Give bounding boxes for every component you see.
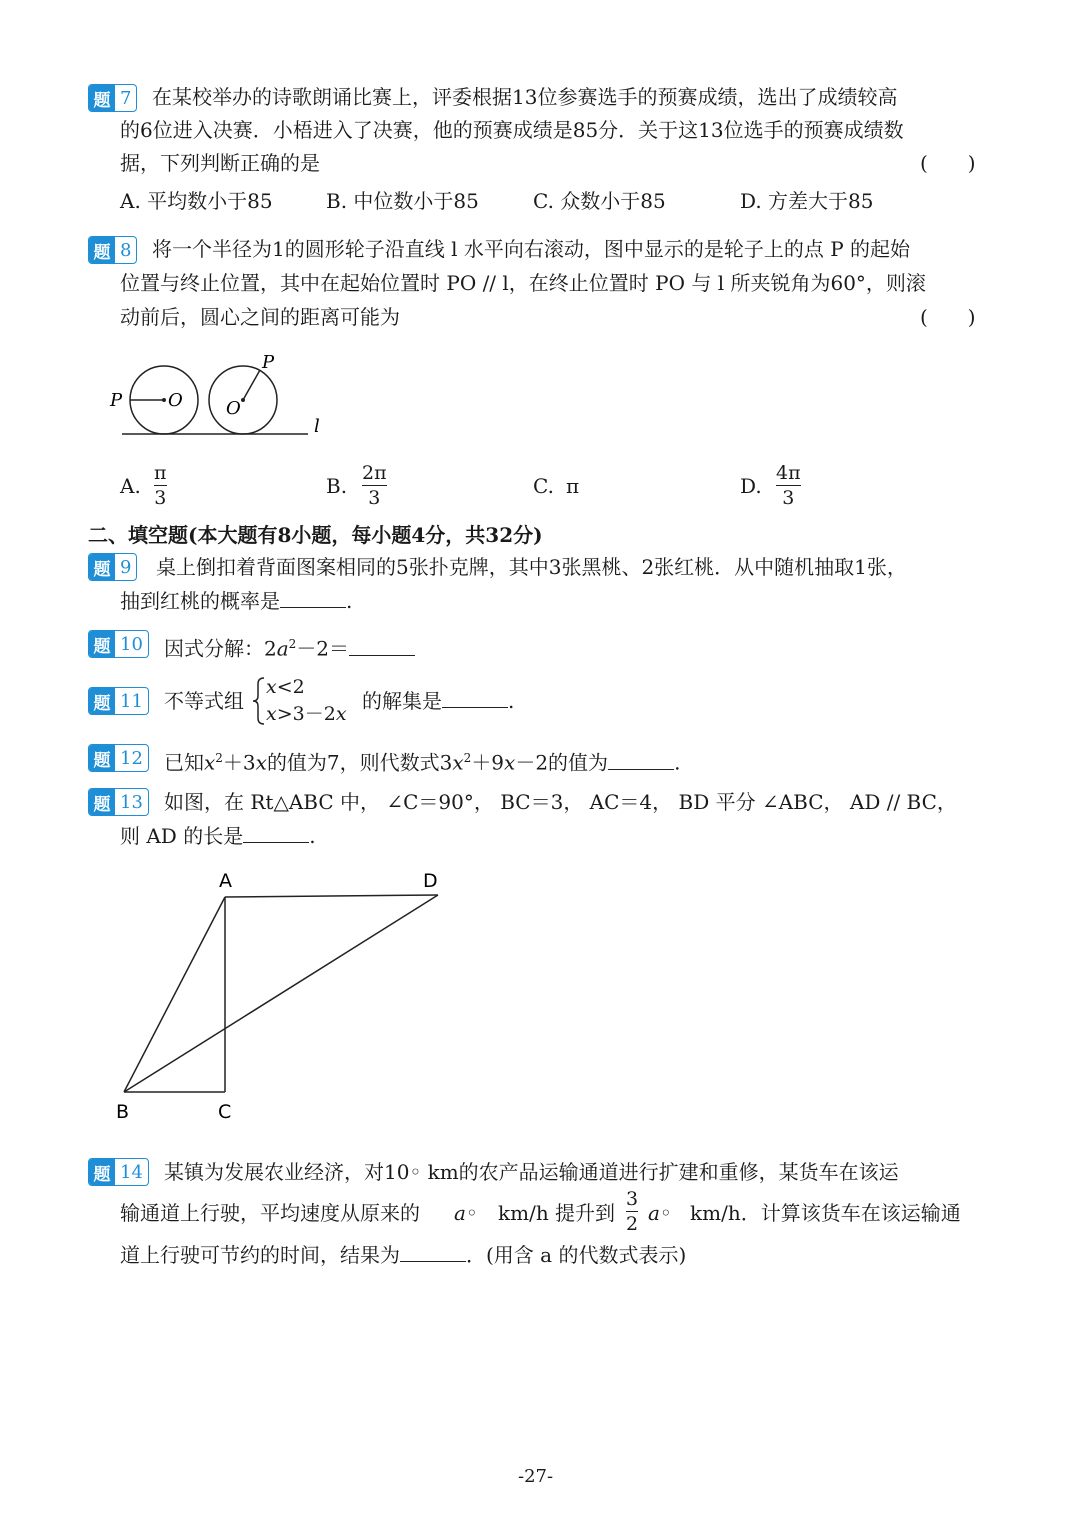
badge-number: 8 — [120, 239, 132, 261]
label-p-start: P — [110, 390, 123, 411]
q7-line-1: 在某校举办的诗歌朗诵比赛上，评委根据13位参赛选手的预赛成绩，选出了成绩较高 — [152, 85, 898, 109]
var-x: x — [266, 703, 277, 725]
label-p-end: P — [262, 352, 275, 373]
badge-tag: 题 — [89, 631, 115, 657]
badge-number: 11 — [120, 690, 143, 712]
question-badge-9 — [88, 553, 137, 581]
exponent: 2 — [288, 637, 297, 651]
q11-post — [362, 684, 514, 718]
answer-blank — [243, 822, 309, 843]
answer-blank — [280, 587, 346, 608]
section-heading-fill-in: 二、填空题(本大题有8小题，每小题4分，共32分) — [88, 523, 543, 547]
fraction-bar — [776, 485, 801, 486]
q8-answer-paren: ( ) — [920, 305, 976, 329]
var-a: a — [276, 636, 289, 661]
denominator: 2 — [626, 1213, 639, 1235]
q14-line-3-post: ．(用含 a 的代数式表示) — [466, 1243, 687, 1267]
q10-line — [164, 627, 415, 666]
q7-answer-paren: ( ) — [920, 151, 976, 175]
fraction-bar — [626, 1211, 638, 1212]
q12-p1: 已知 — [164, 750, 204, 775]
q14-line-1: 某镇为发展农业经济，对10◦ km的农产品运输通道进行扩建和重修，某货车在该运 — [164, 1160, 899, 1184]
fraction-bar — [362, 485, 387, 486]
badge-tag: 题 — [89, 1159, 115, 1185]
q14-line-3-pre: 道上行驶可节约的时间，结果为 — [120, 1243, 400, 1267]
period: . — [309, 824, 316, 848]
q9-line-2-text: 抽到红桃的概率是 — [120, 589, 280, 613]
answer-blank — [400, 1241, 466, 1262]
row-2-mid: >3－2 — [276, 703, 336, 725]
question-badge-11 — [88, 687, 149, 715]
q14-line-2-post: km/h．计算该货车在该运输通 — [690, 1201, 961, 1225]
q14-mid: km/h 提升到 — [498, 1201, 616, 1225]
numerator: 3 — [626, 1188, 639, 1210]
question-badge-13 — [88, 788, 149, 816]
q8-option-b-letter: B. — [326, 474, 348, 498]
badge-number: 9 — [120, 556, 132, 578]
var-x: x — [204, 750, 216, 775]
row-1-rest: <2 — [276, 676, 305, 698]
q8-option-b-fraction — [362, 462, 387, 509]
q8-wheel-figure — [100, 350, 340, 450]
q8-line-3: 动前后，圆心之间的距离可能为 — [120, 305, 400, 329]
badge-tag: 题 — [89, 85, 115, 111]
q9-line-1: 桌上倒扣着背面图案相同的5张扑克牌，其中3张黑桃、2张红桃．从中随机抽取1张， — [156, 555, 907, 579]
label-line-l: l — [314, 416, 320, 437]
question-badge-14 — [88, 1158, 149, 1186]
vertex-label-c: C — [218, 1101, 232, 1123]
q8-line-1: 将一个半径为1的圆形轮子沿直线 l 水平向右滚动，图中显示的是轮子上的点 P 的起始 — [152, 237, 911, 261]
q14-var-a-1: a◦ — [454, 1201, 478, 1225]
badge-number: 12 — [120, 747, 143, 769]
vertex-label-a: A — [219, 870, 232, 892]
q11-brace — [252, 676, 266, 726]
var-x: x — [255, 750, 267, 775]
period: . — [674, 750, 681, 775]
q11-row-1 — [266, 676, 305, 698]
answer-blank — [442, 687, 508, 708]
q12-line — [164, 741, 680, 780]
q8-option-c-value: π — [566, 474, 580, 498]
q7-line-2: 的6位进入决赛．小梧进入了决赛，他的预赛成绩是85分．关于这13位选手的预赛成绩数 — [120, 118, 904, 142]
question-badge-10 — [88, 630, 149, 658]
q7-option-a: A. 平均数小于85 — [120, 189, 273, 213]
q14-line-2-pre: 输通道上行驶，平均速度从原来的 — [120, 1201, 420, 1225]
badge-number: 13 — [120, 791, 143, 813]
q8-line-2: 位置与终止位置，其中在起始位置时 PO // l，在终止位置时 PO 与 l 所夹锐角为60°，则滚 — [120, 271, 926, 295]
denominator: 3 — [368, 487, 381, 509]
q14-fraction — [626, 1188, 638, 1235]
page-number: -27- — [518, 1466, 554, 1487]
badge-tag: 题 — [89, 745, 115, 771]
badge-tag: 题 — [89, 688, 115, 714]
fraction-bar — [154, 485, 167, 486]
exponent: 2 — [463, 751, 472, 765]
answer-blank — [608, 749, 674, 770]
badge-tag: 题 — [89, 554, 115, 580]
q8-option-d-letter: D. — [740, 474, 762, 498]
q13-line-2 — [120, 819, 316, 853]
question-badge-8 — [88, 236, 137, 264]
numerator: π — [154, 462, 167, 484]
q7-option-c: C. 众数小于85 — [533, 189, 666, 213]
q10-text-post: －2＝ — [296, 636, 350, 661]
q11-post-text: 的解集是 — [362, 689, 442, 713]
numerator: 2π — [362, 462, 387, 484]
q7-option-d: D. 方差大于85 — [740, 189, 874, 213]
period: . — [346, 589, 353, 613]
q12-p2: ＋3 — [222, 750, 256, 775]
var-x: x — [452, 750, 464, 775]
numerator: 4π — [776, 462, 801, 484]
denominator: 3 — [154, 487, 167, 509]
period: . — [508, 689, 515, 713]
exponent: 2 — [215, 751, 223, 765]
q10-text-pre: 因式分解：2 — [164, 636, 277, 661]
q12-p5: －2的值为 — [515, 750, 609, 775]
var-x: x — [504, 750, 516, 775]
q12-p3: 的值为7，则代数式3 — [266, 750, 453, 775]
q13-triangle-figure — [100, 862, 460, 1132]
q11-row-2 — [266, 703, 347, 725]
answer-blank — [349, 635, 415, 656]
q12-p4: ＋9 — [471, 750, 505, 775]
vertex-label-d: D — [423, 870, 438, 892]
label-o-start: O — [168, 390, 183, 411]
var-x: x — [335, 703, 347, 725]
badge-number: 10 — [120, 633, 143, 655]
q7-line-3: 据，下列判断正确的是 — [120, 151, 320, 175]
q8-option-a-fraction — [154, 462, 167, 509]
badge-tag: 题 — [89, 237, 115, 263]
q13-line-2-text: 则 AD 的长是 — [120, 824, 244, 848]
q8-option-a-letter: A. — [120, 474, 141, 498]
label-o-end: O — [226, 398, 241, 419]
q13-line-1: 如图，在 Rt△ABC 中， ∠C＝90°， BC＝3， AC＝4， BD 平分 ∠ABC， AD // BC， — [164, 790, 957, 814]
denominator: 3 — [782, 487, 795, 509]
q8-option-c-letter: C. — [533, 474, 554, 498]
question-badge-7 — [88, 84, 137, 112]
q14-line-3 — [120, 1238, 686, 1272]
question-badge-12 — [88, 744, 149, 772]
vertex-label-b: B — [116, 1101, 130, 1123]
q9-line-2 — [120, 584, 352, 618]
q11-pre: 不等式组 — [164, 689, 244, 713]
q8-option-d-fraction — [776, 462, 801, 509]
badge-number: 14 — [120, 1161, 143, 1183]
badge-tag: 题 — [89, 789, 115, 815]
q14-var-a-2: a◦ — [648, 1201, 672, 1225]
var-x: x — [266, 676, 277, 698]
q7-option-b: B. 中位数小于85 — [326, 189, 479, 213]
badge-number: 7 — [120, 87, 132, 109]
